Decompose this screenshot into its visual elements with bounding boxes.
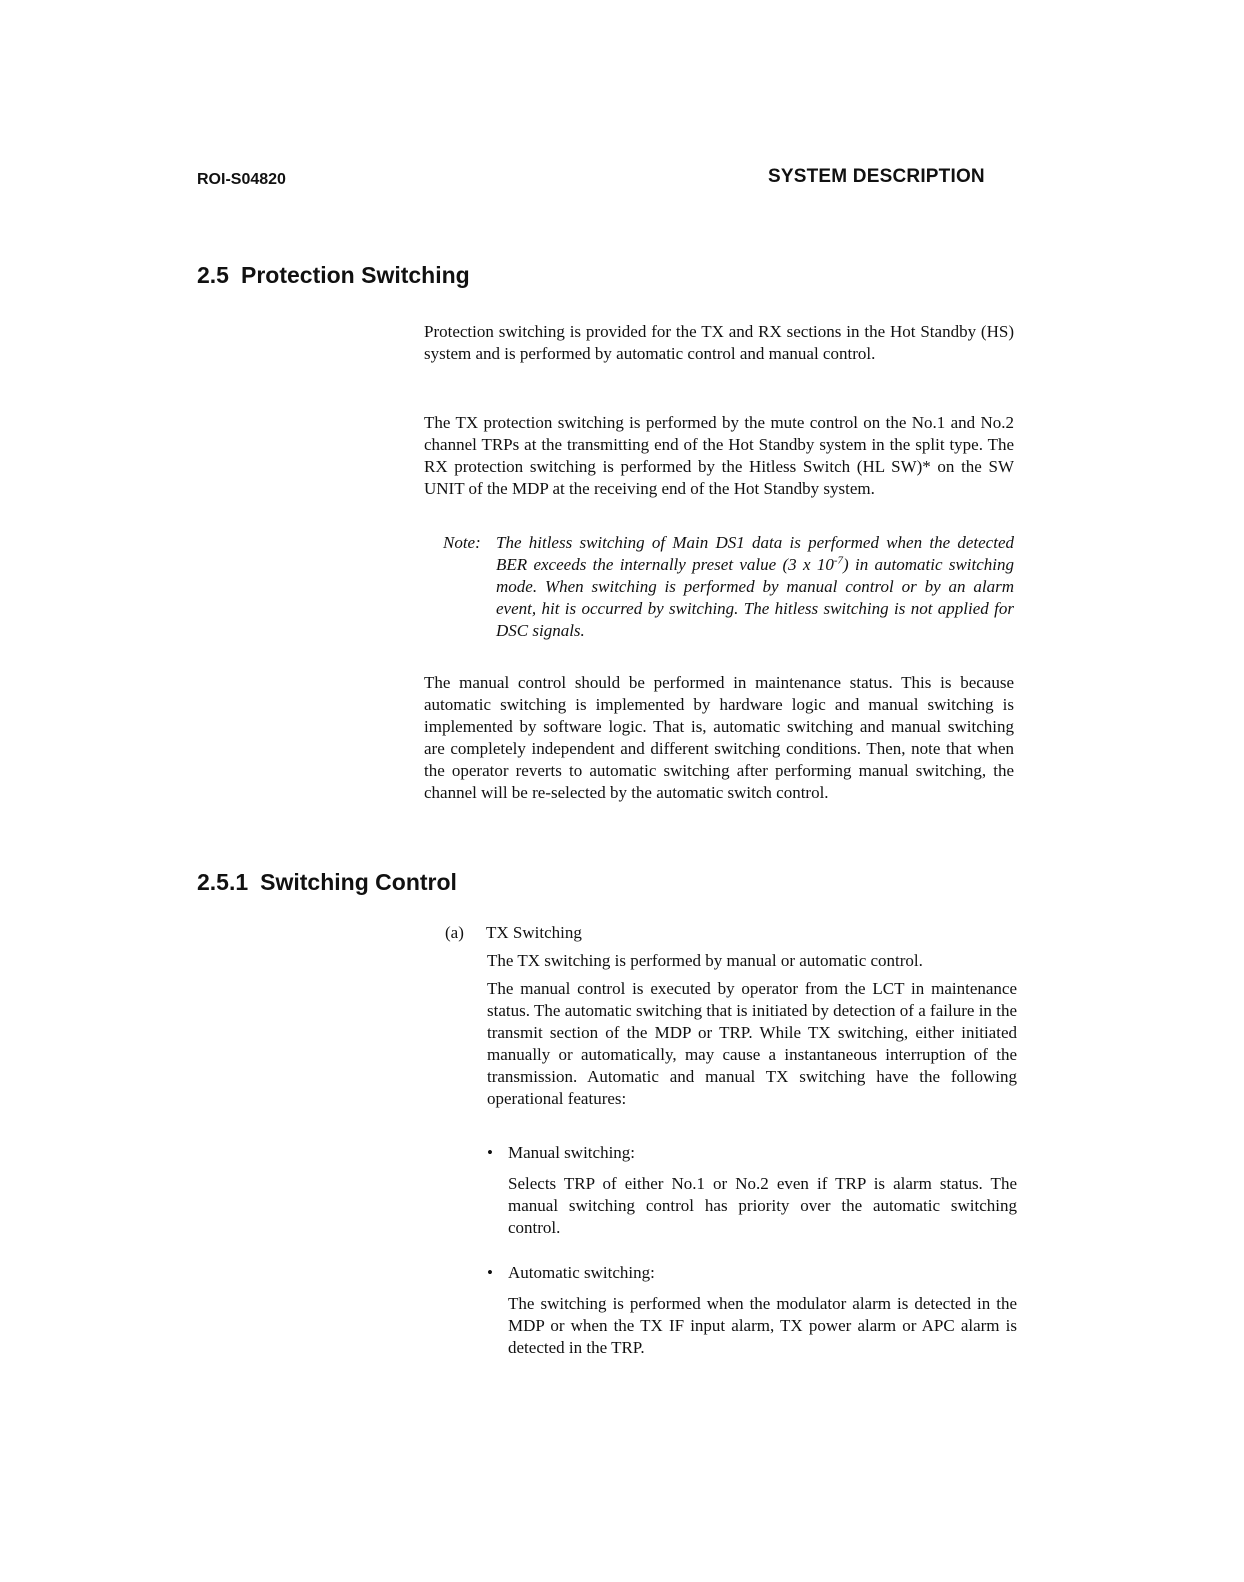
- bullet-manual-text: [508, 1173, 1017, 1239]
- note-label: Note:: [443, 533, 481, 552]
- document-id: ROI-S04820: [197, 171, 286, 188]
- paragraph-text: The switching is performed when the modulator alarm is detected in the MDP or when the TX IF input alarm, TX power alarm or APC alarm is detected in the TRP.: [508, 1294, 1017, 1357]
- subsection-number: 2.5.1: [197, 869, 249, 895]
- list-marker: (a): [445, 923, 464, 942]
- section-title: Protection Switching: [240, 262, 470, 288]
- bullet-icon: •: [487, 1263, 493, 1282]
- subsection-title: Switching Control: [260, 869, 457, 895]
- bullet-icon: •: [487, 1143, 493, 1162]
- note-text-before: The hitless switching of Main DS1 data is performed when the detected BER exceeds the internally preset value (3 x 10: [496, 533, 1014, 574]
- bullet-automatic-text: [508, 1293, 1017, 1359]
- paragraph-manual-control: [424, 672, 1014, 804]
- paragraph-text: Selects TRP of either No.1 or No.2 even if TRP is alarm status. The manual switching control has priority over the automatic switching control.: [508, 1174, 1017, 1237]
- paragraph-text: The TX switching is performed by manual or automatic control.: [487, 951, 923, 970]
- bullet-label: Automatic switching:: [508, 1263, 655, 1282]
- list-item-title: TX Switching: [486, 923, 582, 942]
- paragraph-text: The TX protection switching is performed by the mute control on the No.1 and No.2 channel TRPs at the transmitting end of the Hot Standby system in the split type. The RX protection switching is performed by the Hitless Switch (HL SW)* on the SW UNIT of the MDP at the receiving end of the Hot Standby system.: [424, 413, 1014, 498]
- paragraph-text: The manual control is executed by operator from the LCT in maintenance status. The automatic switching that is initiated by detection of a failure in the transmit section of the MDP or TRP. While TX switching, either initiated manually or automatically, may cause a instantaneous interruption of the transmission. Automatic and manual TX switching have the following operational features:: [487, 979, 1017, 1108]
- note-block: [443, 532, 1014, 642]
- tx-paragraph-2: [487, 978, 1017, 1110]
- note-text: [496, 532, 1014, 642]
- section-heading: [197, 262, 470, 289]
- paragraph-text: Protection switching is provided for the TX and RX sections in the Hot Standby (HS) system and is performed by automatic control and manual control.: [424, 322, 1014, 363]
- paragraph-intro: [424, 321, 1014, 365]
- paragraph-tx-rx: [424, 412, 1014, 500]
- section-number: 2.5: [197, 262, 229, 288]
- bullet-label: Manual switching:: [508, 1143, 636, 1162]
- note-exponent: -7: [833, 554, 843, 567]
- running-section-title: SYSTEM DESCRIPTION: [768, 166, 985, 187]
- tx-paragraph-1: [487, 950, 1017, 972]
- paragraph-text: The manual control should be performed in maintenance status. This is because automatic switching is implemented by hardware logic and manual switching is implemented by software logic. That is, automatic switching and manual switching are completely independent and different switching conditions. Then, note that when the operator reverts to automatic switching after performing manual switching, the channel will be re-selected by the automatic switch control.: [424, 673, 1014, 802]
- subsection-heading: [197, 869, 457, 896]
- note-text-after: ) in automatic switching mode. When switching is performed by manual control or by an alarm event, hit is occurred by switching. The hitless switching is not applied for DSC signals.: [496, 555, 1014, 640]
